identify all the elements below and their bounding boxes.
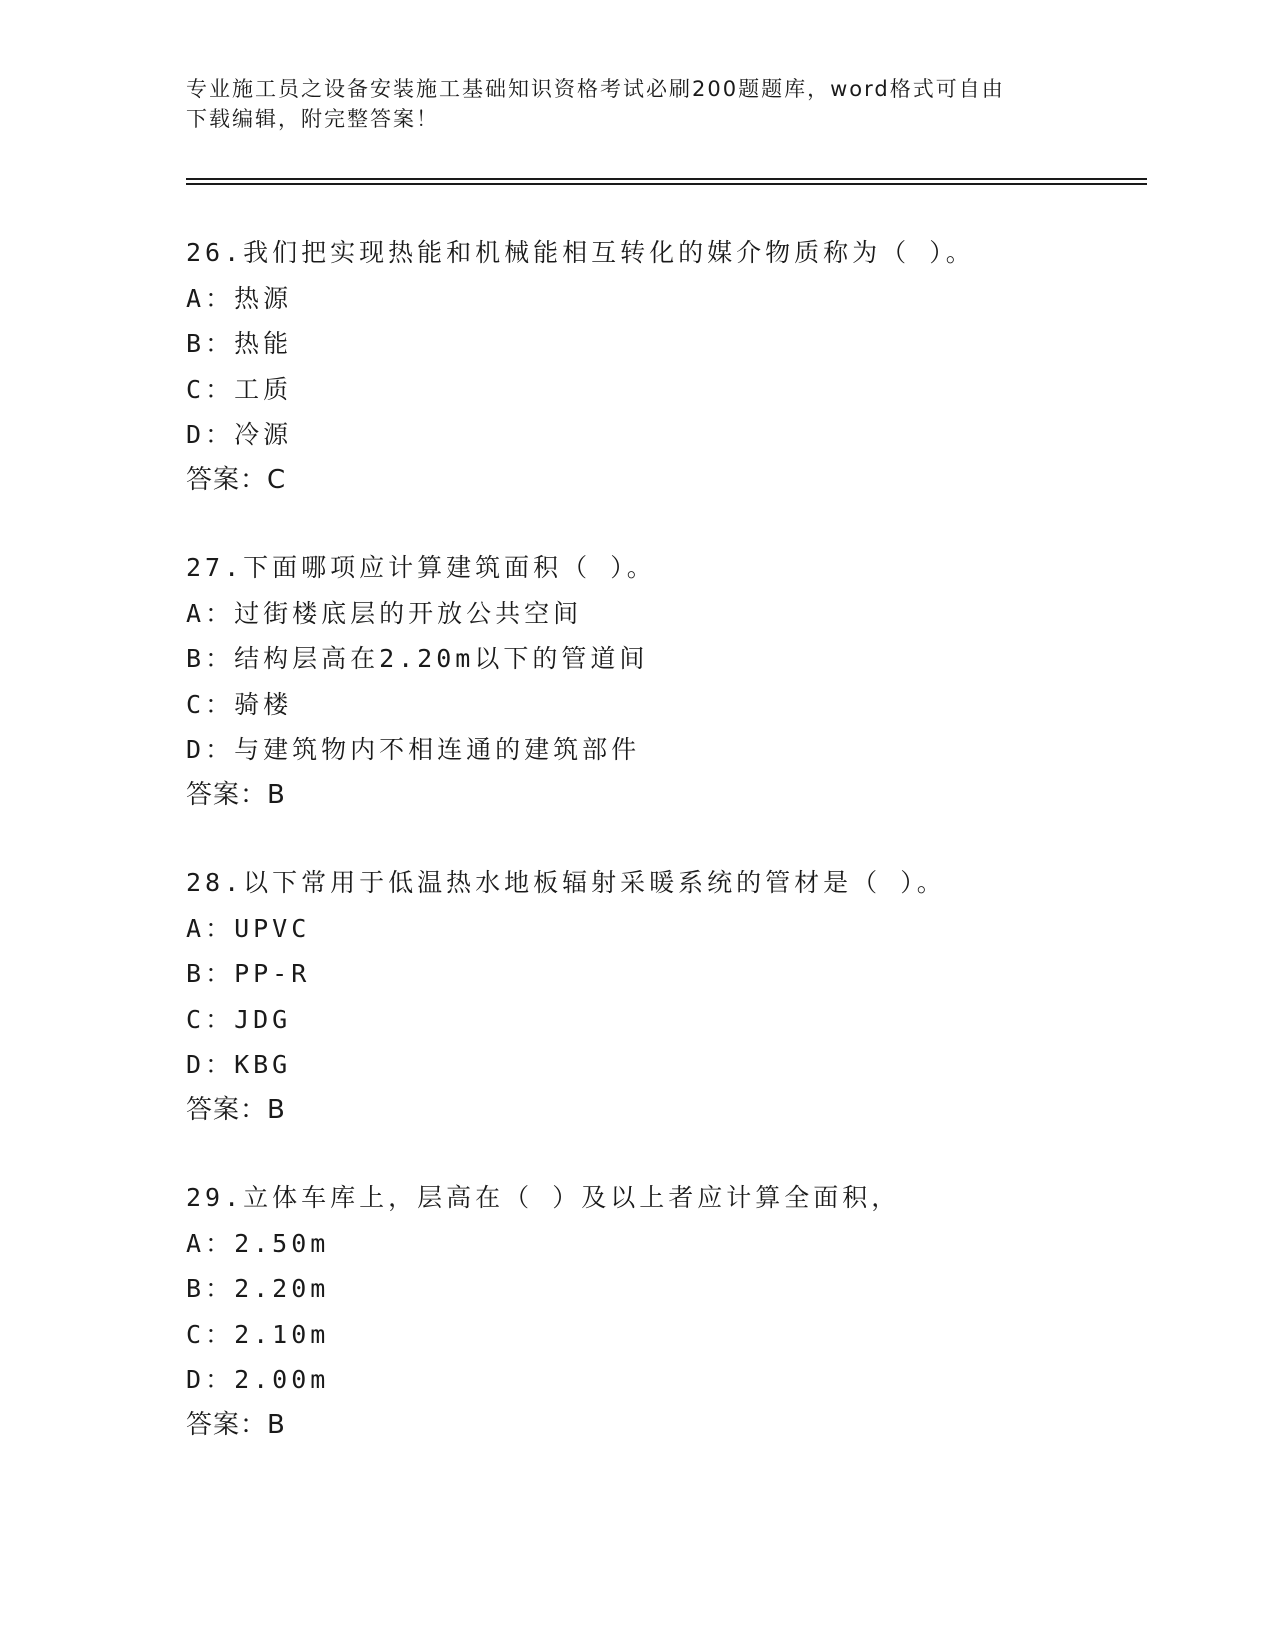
question-27 [186,545,1146,818]
option-text: 热能 [234,329,293,358]
answer-line [186,1088,1146,1134]
option-key: A [186,1228,206,1258]
option-c: C：骑楼 [186,689,293,719]
option-text: 骑楼 [234,689,293,719]
answer-label: 答案： [186,1094,268,1125]
question-29 [186,1175,1146,1448]
option-text: 冷源 [234,420,293,449]
option-d: D：KBG [186,1050,292,1079]
option-a: A：热源 [186,283,293,313]
question-28 [186,860,1146,1133]
header-line-2: 下载编辑，附完整答案！ [186,107,439,131]
answer-line [186,1403,1146,1449]
option-b: B：2.20m [186,1274,330,1303]
answer-label: 答案： [186,779,268,810]
option-text: 过街楼底层的开放公共空间 [234,598,583,628]
option-c: C：JDG [186,1004,292,1034]
option-text: PP-R [234,959,311,988]
option-c: C：2.10m [186,1319,330,1349]
option-text: JDG [234,1004,292,1034]
option-key: D [186,1050,206,1079]
option-text: 2.50m [234,1228,330,1258]
option-text: KBG [234,1050,292,1079]
question-stem: 29.立体车库上，层高在（ ）及以上者应计算全面积， [186,1183,901,1212]
option-text: UPVC [234,913,311,943]
answer-value: B [267,1409,286,1440]
option-text: 2.20m [234,1274,330,1303]
option-a: A：UPVC [186,913,311,943]
header-line-1: 专业施工员之设备安装施工基础知识资格考试必刷200题题库，word格式可自由 [186,77,1005,101]
option-b: B：结构层高在2.20m以下的管道间 [186,644,649,673]
option-c: C：工质 [186,374,293,404]
option-text: 2.10m [234,1319,330,1349]
option-key: A [186,283,206,313]
option-key: B [186,959,206,988]
option-text: 工质 [234,374,293,404]
option-key: B [186,644,206,673]
header-divider-bottom [186,183,1147,185]
option-d: D：2.00m [186,1365,330,1394]
option-a: A：过街楼底层的开放公共空间 [186,598,583,628]
header-divider-top [186,178,1147,180]
answer-value: B [267,1094,286,1125]
document-header [186,74,1086,134]
option-text: 结构层高在2.20m以下的管道间 [234,644,649,673]
option-b: B：热能 [186,329,293,358]
option-key: B [186,1274,206,1303]
answer-line [186,773,1146,819]
question-stem: 28.以下常用于低温热水地板辐射采暖系统的管材是（ ）。 [186,868,946,897]
answer-value: B [267,779,286,810]
option-key: B [186,329,206,358]
option-key: C [186,1004,206,1034]
question-stem: 27.下面哪项应计算建筑面积（ ）。 [186,553,656,582]
option-key: C [186,689,206,719]
answer-value: C [267,464,287,495]
question-26 [186,230,1146,503]
option-key: D [186,420,206,449]
option-a: A：2.50m [186,1228,330,1258]
answer-line [186,458,1146,504]
option-d: D：冷源 [186,420,293,449]
option-key: A [186,913,206,943]
answer-label: 答案： [186,464,268,495]
answer-label: 答案： [186,1409,268,1440]
option-text: 热源 [234,283,293,313]
option-text: 与建筑物内不相连通的建筑部件 [234,735,641,764]
option-b: B：PP-R [186,959,311,988]
option-key: D [186,735,206,764]
option-key: A [186,598,206,628]
option-key: D [186,1365,206,1394]
option-text: 2.00m [234,1365,330,1394]
option-key: C [186,374,206,404]
question-stem: 26.我们把实现热能和机械能相互转化的媒介物质称为（ ）。 [186,238,975,267]
option-d: D：与建筑物内不相连通的建筑部件 [186,735,641,764]
option-key: C [186,1319,206,1349]
